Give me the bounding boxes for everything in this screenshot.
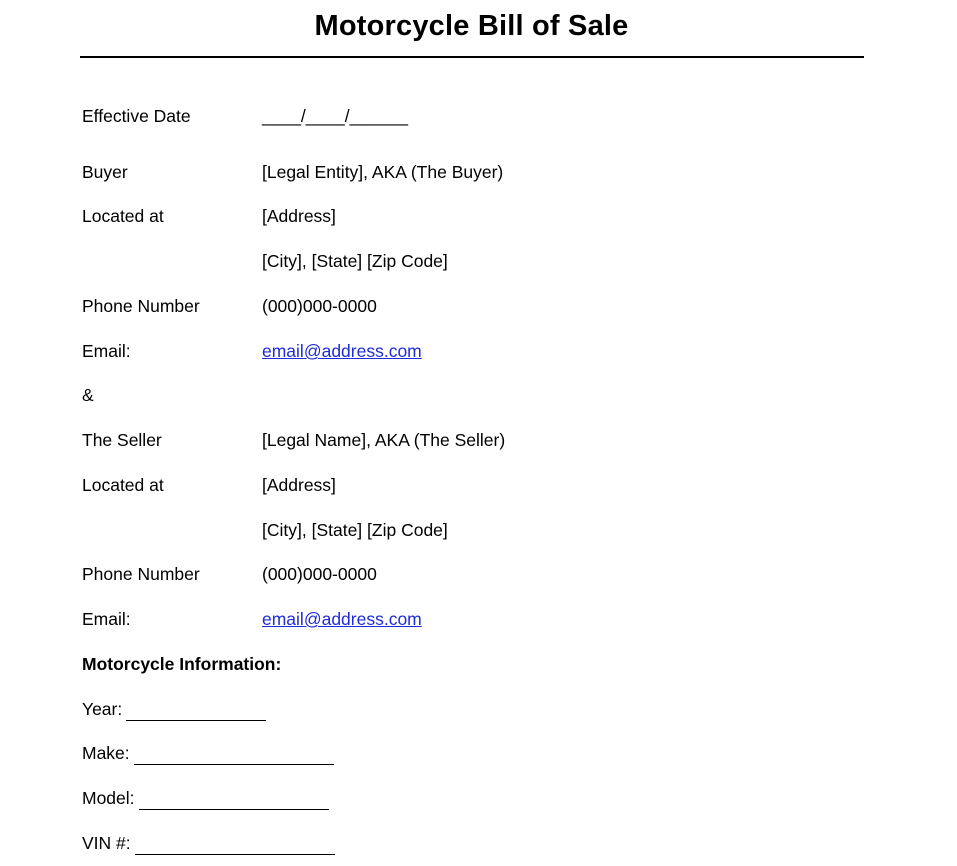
- buyer-email-link[interactable]: email@address.com: [262, 341, 422, 361]
- seller-name[interactable]: [Legal Name], AKA (The Seller): [262, 430, 506, 450]
- motorcycle-info-heading: Motorcycle Information:: [82, 654, 282, 674]
- model-blank[interactable]: [139, 789, 329, 810]
- seller-address[interactable]: [Address]: [262, 475, 336, 495]
- effective-date-label: Effective Date: [82, 106, 191, 126]
- make-field: [82, 741, 334, 765]
- vin-field: [82, 831, 335, 855]
- year-label: Year:: [82, 699, 123, 719]
- document-title: Motorcycle Bill of Sale: [314, 10, 629, 42]
- seller-phone-label: Phone Number: [82, 564, 200, 584]
- buyer-city-state-zip[interactable]: [City], [State] [Zip Code]: [262, 251, 448, 271]
- buyer-label: Buyer: [82, 162, 128, 182]
- vin-label: VIN #:: [82, 833, 131, 853]
- model-label: Model:: [82, 788, 135, 808]
- buyer-name[interactable]: [Legal Entity], AKA (The Buyer): [262, 162, 504, 182]
- model-field: [82, 786, 329, 810]
- seller-phone[interactable]: (000)000-0000: [262, 564, 377, 584]
- effective-date-value[interactable]: ____/____/______: [262, 106, 408, 126]
- year-field: [82, 697, 266, 721]
- title-divider: [80, 56, 864, 58]
- seller-email-link[interactable]: email@address.com: [262, 609, 422, 629]
- seller-email-label: Email:: [82, 609, 131, 629]
- ampersand: &: [82, 385, 94, 405]
- year-blank[interactable]: [126, 700, 266, 721]
- seller-located-label: Located at: [82, 475, 164, 495]
- buyer-located-label: Located at: [82, 206, 164, 226]
- buyer-email-label: Email:: [82, 341, 131, 361]
- vin-blank[interactable]: [135, 834, 335, 855]
- make-label: Make:: [82, 743, 130, 763]
- buyer-phone[interactable]: (000)000-0000: [262, 296, 377, 316]
- make-blank[interactable]: [134, 744, 334, 765]
- seller-city-state-zip[interactable]: [City], [State] [Zip Code]: [262, 520, 448, 540]
- buyer-address[interactable]: [Address]: [262, 206, 336, 226]
- seller-label: The Seller: [82, 430, 162, 450]
- buyer-phone-label: Phone Number: [82, 296, 200, 316]
